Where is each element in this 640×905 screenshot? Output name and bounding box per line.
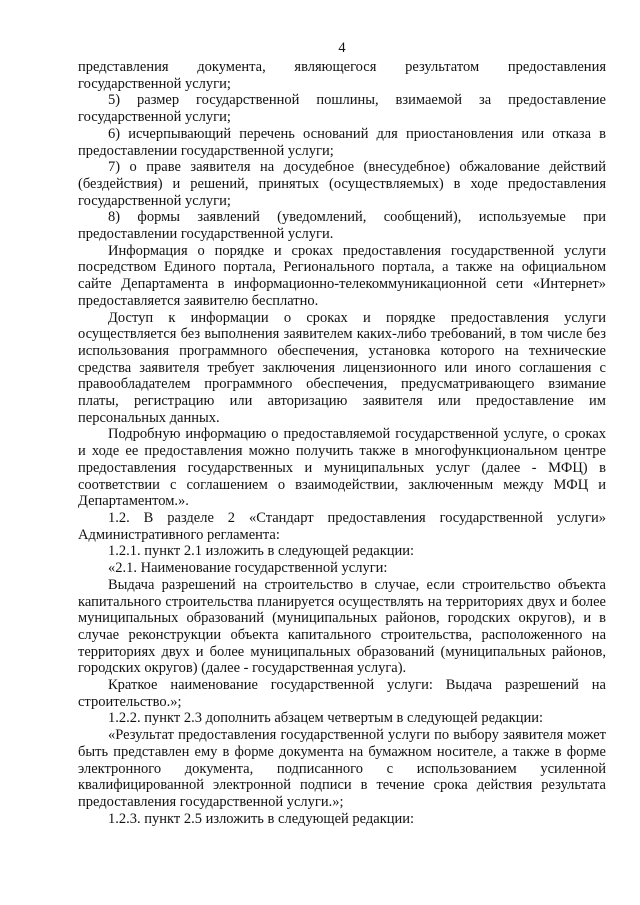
clause-1-2: 1.2. В разделе 2 «Стандарт предоставления государственной услуги» Административного регламента: [78, 509, 606, 543]
clause-1-2-3: 1.2.3. пункт 2.5 изложить в следующей редакции: [108, 810, 415, 827]
list-item-5: 5) размер государственной пошлины, взимаемой за предоставление государственной услуги; [78, 92, 606, 126]
paragraph-mfc-info: Подробную информацию о предоставляемой государственной услуге, о сроках и ходе ее предоставления можно получить также в многофункциональном центре предоставления государственных и муниципальных услуг (далее - МФЦ) в соответствии с соглашением о взаимодействии, заключенным между МФЦ и Департаментом.». [78, 426, 606, 510]
clause-1-2-1: 1.2.1. пункт 2.1 изложить в следующей редакции: [108, 543, 415, 560]
paragraph-result-form: «Результат предоставления государственной услуги по выбору заявителя может быть представлен ему в форме документа на бумажном носителе, а также в форме электронного документа, подписанного с использованием усиленной квалифицированной электронной подписи в течение срока действия результата предоставления государственной услуги.»; [78, 727, 606, 810]
paragraph-service-name: Выдача разрешений на строительство в случае, если строительство объекта капитального строительства планируется осуществлять на территориях двух и более муниципальных образований (муниципальных районов, городских округов), и в случае реконструкции объекта капитального строительства, расположенного на территориях двух и более муниципальных образований (муниципальных районов, городских округов) (далее - государственная услуга). [78, 576, 606, 677]
paragraph-continuation: представления документа, являющегося результатом предоставления государственной услуги; [78, 59, 606, 92]
list-item-8: 8) формы заявлений (уведомлений, сообщений), используемые при предоставлении государственной услуги. [78, 209, 606, 243]
document-body [78, 59, 606, 827]
paragraph-portal-info: Информация о порядке и сроках предоставления государственной услуги посредством Единого портала, Регионального портала, а также на официальном сайте Департамента в информационно-телекоммуникационной сети «Интернет» предоставляется заявителю бесплатно. [78, 242, 606, 309]
clause-1-2-2: 1.2.2. пункт 2.3 дополнить абзацем четвертым в следующей редакции: [108, 710, 544, 727]
paragraph-access-info: Доступ к информации о сроках и порядке предоставления услуги осуществляется без выполнения заявителем каких-либо требований, в том числе без использования программного обеспечения, установка которого на технические средства заявителя требует заключения лицензионного или иного соглашения с правообладателем программного обеспечения, предусматривающего взимание платы, регистрацию или авторизацию заявителя или предоставление им персональных данных. [78, 309, 606, 426]
clause-2-1-heading: «2.1. Наименование государственной услуги: [108, 560, 388, 577]
list-item-7: 7) о праве заявителя на досудебное (внесудебное) обжалование действий (бездействия) и решений, принятых (осуществляемых) в ходе предоставления государственной услуги; [78, 159, 606, 209]
paragraph-short-name: Краткое наименование государственной услуги: Выдача разрешений на строительство.»; [78, 677, 606, 710]
list-item-6: 6) исчерпывающий перечень оснований для приостановления или отказа в предоставлении государственной услуги; [78, 125, 606, 159]
page-number: 4 [338, 40, 346, 56]
